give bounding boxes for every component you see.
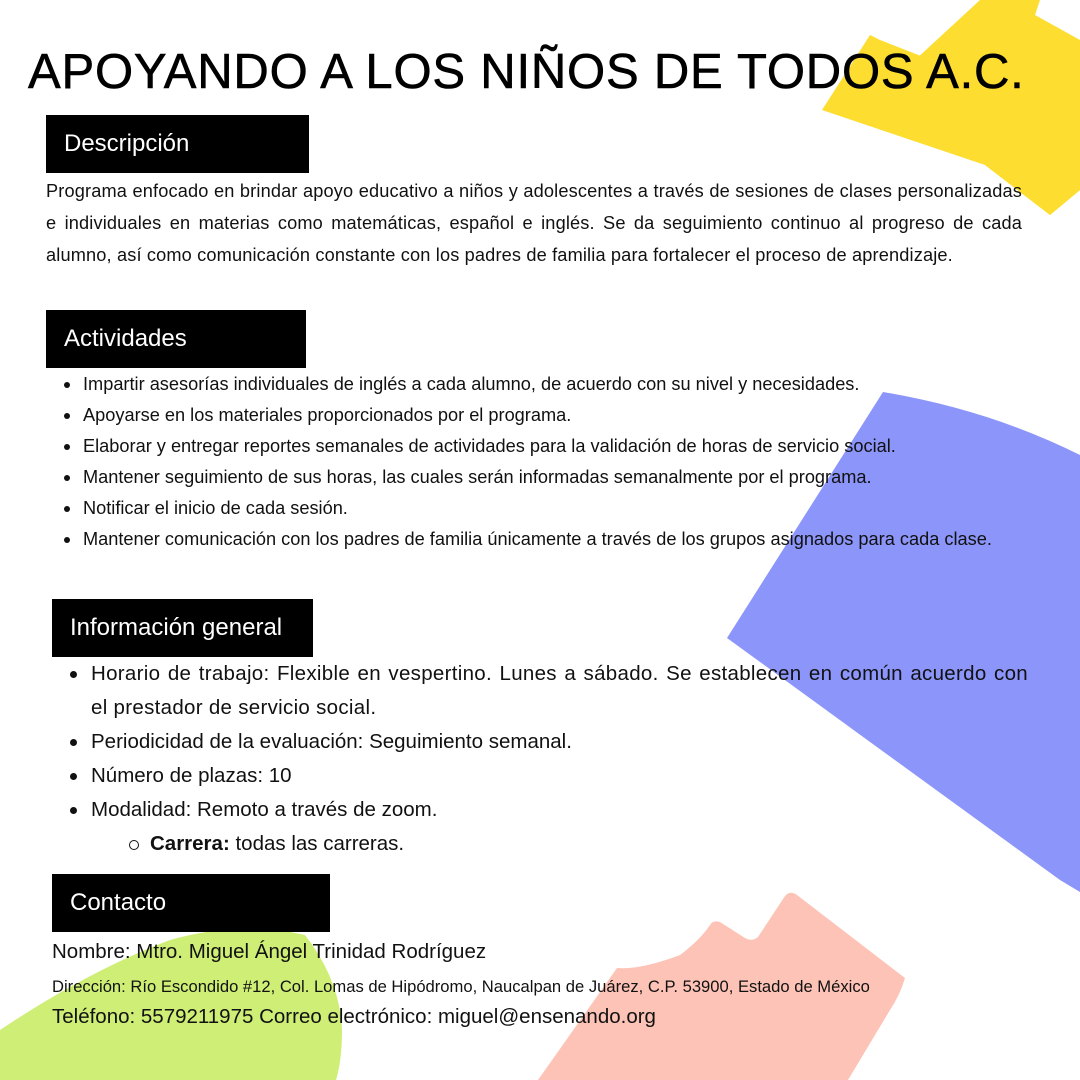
list-item: Periodicidad de la evaluación: Seguimiento semanal. bbox=[70, 725, 1028, 759]
section-heading-contact bbox=[52, 874, 330, 932]
description-text: Programa enfocado en brindar apoyo educativo a niños y adolescentes a través de sesiones de clases personalizadas e individuales en materias como matemáticas, español e inglés. Se da seguimiento continuo al progreso de cada alumno, así como comunicación constante con los padres de familia para fortalecer el proceso de aprendizaje. bbox=[46, 181, 1022, 265]
sub-list-item-carrera bbox=[129, 827, 1028, 861]
section-heading-label: Contacto bbox=[70, 889, 167, 916]
list-item: Elaborar y entregar reportes semanales de actividades para la validación de horas de servicio social. bbox=[64, 431, 1024, 462]
contact-phone-email: Teléfono: 5579211975 Correo electrónico: miguel@ensenando.org bbox=[52, 1005, 656, 1028]
carrera-label: Carrera: bbox=[150, 832, 230, 855]
section-heading-activities bbox=[46, 310, 306, 368]
activities-list bbox=[64, 369, 1024, 555]
contact-address: Dirección: Río Escondido #12, Col. Lomas de Hipódromo, Naucalpan de Juárez, C.P. 53900, Estado de México bbox=[52, 977, 870, 996]
carrera-value: todas las carreras. bbox=[229, 832, 405, 855]
sub-list bbox=[91, 827, 1028, 861]
list-item: Horario de trabajo: Flexible en vespertino. Lunes a sábado. Se establecen en común acuerdo con el prestador de servicio social. bbox=[70, 657, 1028, 725]
list-item-modalidad bbox=[70, 793, 1028, 861]
section-heading-label: Descripción bbox=[64, 130, 190, 157]
list-item: Apoyarse en los materiales proporcionados por el programa. bbox=[64, 400, 1024, 431]
section-heading-description bbox=[46, 115, 309, 173]
list-item: Notificar el inicio de cada sesión. bbox=[64, 493, 1024, 524]
list-item-text: Modalidad: Remoto a través de zoom. bbox=[91, 798, 438, 821]
list-item: Número de plazas: 10 bbox=[70, 759, 1028, 793]
general-info-list bbox=[70, 657, 1028, 861]
section-heading-label: Información general bbox=[70, 614, 283, 641]
page-title: APOYANDO A LOS NIÑOS DE TODOS A.C. bbox=[28, 45, 1025, 99]
section-heading-general-info bbox=[52, 599, 313, 657]
list-item: Mantener comunicación con los padres de familia únicamente a través de los grupos asignados para cada clase. bbox=[64, 524, 1024, 555]
section-heading-label: Actividades bbox=[64, 325, 187, 352]
list-item: Impartir asesorías individuales de inglés a cada alumno, de acuerdo con su nivel y necesidades. bbox=[64, 369, 1024, 400]
list-item: Mantener seguimiento de sus horas, las cuales serán informadas semanalmente por el programa. bbox=[64, 462, 1024, 493]
contact-name: Nombre: Mtro. Miguel Ángel Trinidad Rodríguez bbox=[52, 940, 487, 963]
